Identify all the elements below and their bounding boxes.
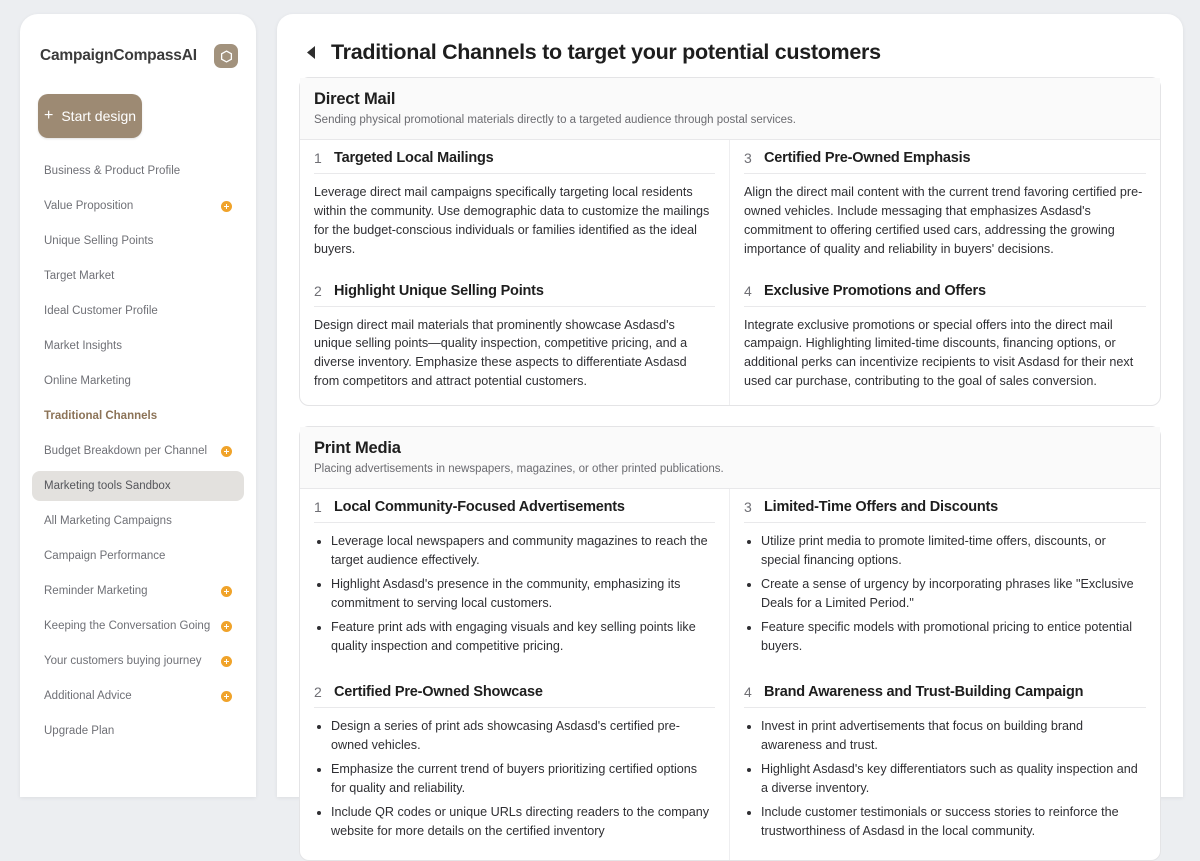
page-header bbox=[277, 14, 1183, 77]
section-header bbox=[300, 78, 1160, 140]
alert-badge-icon bbox=[221, 586, 232, 597]
section-item-number: 3 bbox=[744, 499, 752, 516]
section-item-header bbox=[314, 674, 715, 708]
section-item-header bbox=[744, 674, 1146, 708]
alert-badge-icon bbox=[221, 201, 232, 212]
plus-icon: + bbox=[44, 107, 54, 124]
sidebar-item-ideal-customer-profile[interactable] bbox=[32, 296, 244, 326]
section-item-number: 4 bbox=[744, 684, 752, 701]
sidebar-item-business-product-profile[interactable] bbox=[32, 156, 244, 186]
section-item-number: 1 bbox=[314, 499, 322, 516]
section-item-number: 4 bbox=[744, 282, 752, 299]
list-item: • Emphasize the current trend of buyers prioritizing certified options for quality and reliability. bbox=[331, 760, 715, 798]
sidebar-item-online-marketing[interactable] bbox=[32, 366, 244, 396]
sidebar-item-label: Business & Product Profile bbox=[44, 165, 181, 177]
section-item-body: Integrate exclusive promotions or special offers into the direct mail campaign. Highlighting limited-time discounts, financing options, or additional perks can incentivize recipients to visit Asdasd for their next used car purchase, contributing to the goal of sales conversion. bbox=[744, 317, 1134, 389]
sidebar-item-label: Upgrade Plan bbox=[44, 725, 115, 737]
bullet-list bbox=[314, 717, 715, 840]
list-item: • Feature specific models with promotional pricing to entice potential buyers. bbox=[761, 618, 1146, 656]
bullet-list bbox=[744, 532, 1146, 655]
section-item-title: Brand Awareness and Trust-Building Campaign bbox=[764, 684, 1084, 701]
brand bbox=[20, 14, 256, 68]
sidebar-item-label: Keeping the Conversation Going bbox=[44, 620, 211, 632]
sidebar-item-your-customers-buying-journey[interactable] bbox=[32, 646, 244, 676]
section-item-body: Align the direct mail content with the current trend favoring certified pre-owned vehicles. Include messaging that emphasizes Asdasd's commitment to offering certified used cars, addressing the growing importance of quality and reliability in buyers' decisions. bbox=[744, 185, 1143, 256]
section-title: Print Media bbox=[314, 439, 401, 458]
section-item bbox=[300, 674, 730, 859]
sidebar-item-label: Unique Selling Points bbox=[44, 235, 154, 247]
sidebar-item-label: Value Proposition bbox=[44, 200, 134, 212]
brand-name: CampaignCompassAI bbox=[40, 47, 197, 64]
section-item-title: Targeted Local Mailings bbox=[334, 150, 494, 166]
sidebar-item-label: Reminder Marketing bbox=[44, 585, 148, 597]
section-item bbox=[300, 489, 730, 674]
list-item: • Leverage local newspapers and community magazines to reach the target audience effectively. bbox=[331, 532, 715, 570]
section-item-header bbox=[314, 140, 715, 174]
alert-badge-icon bbox=[221, 446, 232, 457]
list-item: • Include customer testimonials or success stories to reinforce the trustworthiness of Asdasd in the local community. bbox=[761, 803, 1146, 841]
sidebar-item-market-insights[interactable] bbox=[32, 331, 244, 361]
list-item: • Feature print ads with engaging visuals and key selling points like quality inspection and competitive pricing. bbox=[331, 618, 715, 656]
hexagon-icon[interactable] bbox=[214, 44, 238, 68]
sidebar-item-marketing-tools-sandbox[interactable] bbox=[32, 471, 244, 501]
section-subtitle: Placing advertisements in newspapers, magazines, or other printed publications. bbox=[314, 463, 724, 476]
sidebar-item-additional-advice[interactable] bbox=[32, 681, 244, 711]
bullet-list bbox=[744, 717, 1146, 840]
section-item-body bbox=[744, 717, 1146, 840]
sidebar-item-value-proposition[interactable] bbox=[32, 191, 244, 221]
sidebar-item-label: Campaign Performance bbox=[44, 550, 166, 562]
sidebar-nav bbox=[20, 156, 256, 746]
section-item-title: Highlight Unique Selling Points bbox=[334, 282, 544, 299]
alert-badge-icon bbox=[221, 656, 232, 667]
sidebar-item-label: Additional Advice bbox=[44, 690, 132, 702]
sidebar-item-reminder-marketing[interactable] bbox=[32, 576, 244, 606]
section-item bbox=[300, 273, 730, 406]
section-item bbox=[730, 273, 1160, 406]
section-item-title: Certified Pre-Owned Showcase bbox=[334, 684, 543, 701]
sidebar-item-traditional-channels[interactable] bbox=[32, 401, 244, 431]
section-item bbox=[300, 140, 730, 273]
section-item-body bbox=[744, 532, 1146, 655]
section-item-body: Leverage direct mail campaigns specifically targeting local residents within the community. Use demographic data to customize the mailings for the budget-conscious individuals or families identified as the ideal buyers. bbox=[314, 185, 710, 256]
section-item-body bbox=[314, 717, 715, 840]
content-area[interactable] bbox=[277, 77, 1183, 838]
section-item-title: Certified Pre-Owned Emphasis bbox=[764, 150, 971, 166]
sidebar-item-label: Your customers buying journey bbox=[44, 655, 202, 667]
section-item bbox=[730, 140, 1160, 273]
section-item bbox=[730, 674, 1160, 859]
section-item-header bbox=[314, 489, 715, 523]
section-item-header bbox=[744, 140, 1146, 174]
section-subtitle: Sending physical promotional materials directly to a targeted audience through postal services. bbox=[314, 114, 796, 126]
list-item: • Highlight Asdasd's presence in the community, emphasizing its commitment to serving local customers. bbox=[331, 575, 715, 613]
sidebar-item-unique-selling-points[interactable] bbox=[32, 226, 244, 256]
bullet-list bbox=[314, 532, 715, 655]
list-item: • Invest in print advertisements that focus on building brand awareness and trust. bbox=[761, 717, 1146, 755]
list-item: • Create a sense of urgency by incorporating phrases like "Exclusive Deals for a Limited Period." bbox=[761, 575, 1146, 613]
section-item-body: Design direct mail materials that prominently showcase Asdasd's unique selling points—quality inspection, competitive pricing, and a diverse inventory. Emphasize these aspects to differentiate Asdasd from competitors and attract potential customers. bbox=[314, 317, 688, 389]
sidebar-item-label: Ideal Customer Profile bbox=[44, 305, 158, 317]
section-item-number: 2 bbox=[314, 684, 322, 701]
list-item: • Design a series of print ads showcasing Asdasd's certified pre-owned vehicles. bbox=[331, 717, 715, 755]
section-item-body bbox=[314, 532, 715, 655]
section-item-header bbox=[744, 489, 1146, 523]
sidebar-item-campaign-performance[interactable] bbox=[32, 541, 244, 571]
section-items-grid bbox=[300, 140, 1160, 405]
sidebar-item-target-market[interactable] bbox=[32, 261, 244, 291]
section-item-number: 2 bbox=[314, 282, 322, 299]
section-item-number: 3 bbox=[744, 150, 752, 166]
sidebar-item-upgrade-plan[interactable] bbox=[32, 716, 244, 746]
sidebar-item-keeping-the-conversation-going[interactable] bbox=[32, 611, 244, 641]
section-card-print-media bbox=[299, 426, 1161, 861]
sidebar-item-label: Market Insights bbox=[44, 340, 122, 352]
page-title: Traditional Channels to target your potential customers bbox=[331, 40, 881, 64]
list-item: • Utilize print media to promote limited-time offers, discounts, or special financing options. bbox=[761, 532, 1146, 570]
sidebar-item-budget-breakdown-per-channel[interactable] bbox=[32, 436, 244, 466]
sidebar-item-label: Online Marketing bbox=[44, 375, 131, 387]
list-item: • Highlight Asdasd's key differentiators such as quality inspection and a diverse inventory. bbox=[761, 760, 1146, 798]
section-item bbox=[730, 489, 1160, 674]
main-panel bbox=[277, 14, 1183, 838]
start-design-label: Start design bbox=[61, 108, 137, 124]
section-items-grid bbox=[300, 489, 1160, 860]
alert-badge-icon bbox=[221, 621, 232, 632]
section-title: Direct Mail bbox=[314, 90, 396, 108]
section-card-direct-mail bbox=[299, 77, 1161, 406]
sidebar-item-label: Traditional Channels bbox=[44, 410, 158, 422]
section-item-title: Limited-Time Offers and Discounts bbox=[764, 499, 999, 516]
sidebar-item-label: Target Market bbox=[44, 270, 115, 282]
sidebar-item-label: Marketing tools Sandbox bbox=[44, 480, 171, 492]
section-item-header bbox=[744, 273, 1146, 307]
sidebar-item-all-marketing-campaigns[interactable] bbox=[32, 506, 244, 536]
start-design-button[interactable] bbox=[38, 94, 142, 138]
sidebar-item-label: All Marketing Campaigns bbox=[44, 515, 172, 527]
list-item: • Include QR codes or unique URLs directing readers to the company website for more details on the certified inventory bbox=[331, 803, 715, 841]
back-arrow-icon[interactable] bbox=[303, 45, 319, 61]
section-item-number: 1 bbox=[314, 150, 322, 166]
sidebar-item-label: Budget Breakdown per Channel bbox=[44, 445, 208, 457]
section-item-title: Local Community-Focused Advertisements bbox=[334, 499, 625, 516]
sidebar bbox=[20, 14, 256, 797]
section-item-title: Exclusive Promotions and Offers bbox=[764, 282, 986, 299]
section-item-header bbox=[314, 273, 715, 307]
section-header bbox=[300, 427, 1160, 489]
alert-badge-icon bbox=[221, 691, 232, 702]
